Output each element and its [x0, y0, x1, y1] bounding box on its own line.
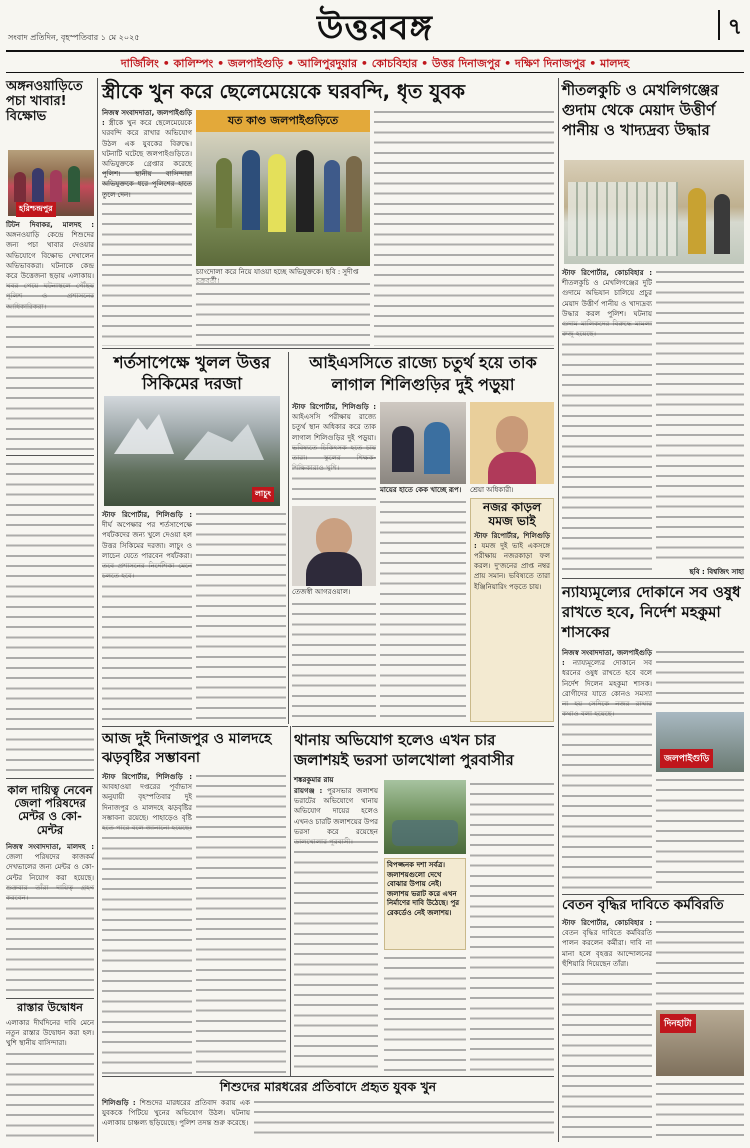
location-tag: জলপাইগুড়ি — [660, 749, 713, 768]
text-column-filler — [562, 970, 652, 1142]
article-body: স্টাফ রিপোর্টার, শিলিগুড়ি : দীর্ঘ অপেক্ষার পর শর্তসাপেক্ষে পর্যটকদের জন্য খুলে দেওয়া হল উত্তর সিকিমের দরজা। লাচুং ও লাচেন যেতে পারবেন পর্যটকরা। — [102, 511, 192, 560]
article-body: স্টাফ রিপোর্টার, কোচবিহার : বেতন বৃদ্ধির দাবিতে কর্মবিরতি পালন করলেন কর্মীরা। দাবি না মানা হলে বৃহত্তর আন্দোলনের হুঁশিয়ারি দিয়েছেন তাঁরা। — [562, 919, 652, 968]
headline: শীতলকুচি ও মেখলিগঞ্জের গুদাম থেকে মেয়াদ উত্তীর্ণ পানীয় ও খাদ্যদ্রব্য উদ্ধার — [562, 81, 719, 139]
headline: রাস্তার উদ্বোধন — [17, 1001, 83, 1014]
article-body: নিজস্ব সংবাদদাতা, মালদহ : জেলা পরিষদের কাজকর্ম দেখভালের জন্য মেন্টর ও কো-মেন্টর নিয়োগ করা হয়েছে। — [6, 843, 94, 882]
section-rule — [102, 1076, 554, 1077]
article-body: স্টাফ রিপোর্টার, শিলিগুড়ি : যমজ দুই ভাই একসঙ্গে পরীক্ষায় নজরকাড়া ফল করল। দু'জনের প্রাপ্ত নম্বর প্রায় সমান। ভবিষ্যতে তারা ইঞ্জিনিয়ারিং পড়তে চায়। — [474, 531, 550, 591]
headline: কাল দায়িত্ব নেবেন জেলা পরিষদের মেন্টর ও কো-মেন্টর — [7, 783, 93, 837]
photo-caption: চ্যাংদোলা করে নিয়ে যাওয়া হচ্ছে অভিযুক্তকে। ছবি : সুদীপ্ত — [196, 268, 359, 276]
article-body: এলাকার দীর্ঘদিনের দাবি মেনে নতুন রাস্তার উদ্বোধন করা হল। খুশি স্থানীয় বাসিন্দারা। — [6, 1019, 94, 1048]
text-column-filler — [656, 918, 744, 1008]
section-rule — [6, 455, 94, 456]
text-column-filler — [6, 460, 94, 775]
text-column-filler — [374, 108, 554, 346]
lead-photo — [196, 110, 370, 266]
text-column-filler — [6, 884, 94, 994]
article-body: স্টাফ রিপোর্টার, শিলিগুড়ি : আইএসসি পরীক্ষায় রাজ্যে চতুর্থ স্থান অধিকার করে তাক লাগাল শিলিগুড়ির দুই পড়ুয়া। — [292, 403, 376, 442]
photo-banner: যত কাণ্ড জলপাইগুড়িতে — [196, 110, 370, 132]
text-column-filler — [196, 280, 370, 346]
lead-headline: স্ত্রীকে খুন করে ছেলেমেয়েকে ঘরবন্দি, ধৃত যুবক — [102, 80, 465, 103]
warehouse-photo — [564, 160, 744, 264]
headline: আজ দুই দিনাজপুর ও মালদহে ঝড়বৃষ্টির সম্ভাবনা — [102, 731, 272, 766]
headline: নজর কাড়ল যমজ ভাই — [482, 500, 542, 528]
column-rule — [97, 78, 98, 1142]
text-column-filler — [656, 776, 744, 890]
section-rule — [6, 778, 94, 779]
headline: শিশুদের মারধরের প্রতিবাদে প্রহৃত যুবক খুন — [219, 1079, 437, 1094]
column-rule — [290, 726, 291, 1076]
article-body: রায়গঞ্জ : পুরসভার জলাশয় ভরাটের অভিযোগে থানায় অভিযোগ দায়ের হলেও এখনও চারটি জলাশয়ের উপর ভরসা করে রয়েছেন — [294, 787, 379, 836]
page-meta: সংবাদ প্রতিদিন, বৃহস্পতিবার ১ মে ২০২৫ — [8, 33, 140, 42]
text-column-filler — [196, 510, 286, 722]
column-rule — [558, 78, 559, 1142]
text-column-filler — [470, 780, 554, 1074]
article-body: শিলিগুড়ি : শিশুদের মারধরের প্রতিবাদ করায় এক যুবককে পিটিয়ে খুনের অভিযোগ উঠল। ঘটনায় এলাকায় চাঞ্চল্য ছড়িয়েছে। পুলিশ তদন্ত শুরু করেছে। — [102, 1099, 251, 1128]
strike-photo — [656, 1010, 744, 1076]
student-photo-3 — [292, 506, 376, 586]
section-rule — [102, 348, 554, 349]
text-column-filler — [292, 600, 376, 722]
text-column-filler — [292, 444, 376, 504]
headline: আইএসসিতে রাজ্যে চতুর্থ হয়ে তাক লাগাল শিলিগুড়ির দুই পড়ুয়া — [309, 353, 537, 394]
story-anganwadi — [6, 80, 94, 125]
article-body: স্টাফ রিপোর্টার, শিলিগুড়ি : আবহাওয়া দপ্তরের পূর্বাভাস অনুযায়ী বৃহস্পতিবার দুই দিনাজপুর ও মালদহে ঝড়বৃষ্টির সম্ভাবনা রয়েছে। পাহাড়েও বৃষ্টি — [102, 773, 192, 822]
column-rule — [288, 352, 289, 724]
byline: শঙ্করকুমার রায় — [294, 776, 334, 784]
article-body: টিটন দিবাকর, মালদহ : অঙ্গনওয়াড়ি কেন্দ্রে শিশুদের জন্য পচা খাবার দেওয়ার অভিযোগে বিক্ষোভ দেখালেন অভিভাবকরা। ঘটনাকে কেন্দ্র করে উত্তেজনা ছড়ায় এলাকায়। — [6, 221, 94, 281]
twins-box — [470, 498, 554, 722]
text-column-filler — [656, 268, 744, 564]
location-tag: লাচুং — [252, 487, 274, 502]
inset-box: বিপজ্জনক দশা সর্বত্র। জলাশয়গুলো দেখে বোঝার উপায় নেই। জলাশয় ভরাট করে এখন নির্মাণের দাবি উঠেছে। পুর রেকর্ডেও নেই জলাশয়। — [384, 858, 466, 950]
district-rule — [6, 72, 744, 73]
text-column-filler — [196, 772, 286, 1074]
medicine-photo — [656, 712, 744, 772]
district-strip: দার্জিলিং • কালিম্পং • জলপাইগুড়ি • আলিপুরদুয়ার • কোচবিহার • উত্তর দিনাজপুর • দক্ষিণ দিনাজপুর • মালদহ — [120, 57, 630, 70]
text-column-filler — [562, 700, 652, 890]
text-column-filler — [384, 954, 466, 1074]
text-column-filler — [656, 648, 744, 708]
text-column-filler — [6, 1050, 94, 1142]
text-column-filler — [254, 1098, 554, 1142]
text-column-filler — [380, 498, 466, 722]
byline: ছবি : বিশ্বজিৎ সাহা — [689, 568, 744, 576]
photo-caption: শ্রেয়া অধিকারী। — [470, 486, 514, 494]
location-tag: দিনহাটা — [660, 1014, 696, 1033]
page-number: ৭ — [718, 10, 742, 40]
sikkim-photo — [104, 396, 280, 506]
text-column-filler — [6, 282, 94, 452]
section-rule — [102, 726, 288, 727]
article-body: স্টাফ রিপোর্টার, কোচবিহার : শীতলকুচি ও মেখলিগঞ্জের দুটি গুদামে অভিযান চালিয়ে প্রচুর মেয়াদ উত্তীর্ণ পানীয় ও খাদ্যদ্রব্য উদ্ধার করল পুলিশ। ঘটনায় — [562, 269, 652, 318]
masthead-rule — [6, 50, 744, 52]
headline: বেতন বৃদ্ধির দাবিতে কর্মবিরতি — [562, 897, 724, 913]
protest-photo — [8, 150, 94, 216]
article-body: নিজস্ব সংবাদদাতা, জলপাইগুড়ি : ন্যায্যমূল্যের দোকানে সব ধরনের ওষুধ রাখতে হবে বলে নির্দেশ দিলেন মহকুমা শাসক। রোগীদের যাতে কোনও সমস্যা — [562, 649, 652, 698]
pond-photo — [384, 780, 466, 854]
student-photo-1 — [380, 402, 466, 484]
headline: থানায় অভিযোগ হলেও এখন চার জলাশয়ই ভরসা ডালখোলা পুরবাসীর — [294, 731, 514, 769]
photo-caption: মায়ের হাতে কেক খাচ্ছে রূপ। — [380, 486, 462, 494]
headline: অঙ্গনওয়াড়িতে পচা খাবার! বিক্ষোভ — [6, 79, 83, 124]
headline: শর্তসাপেক্ষে খুলল উত্তর সিকিমের দরজা — [113, 353, 271, 393]
text-column-filler — [294, 838, 378, 1074]
student-photo-2 — [470, 402, 554, 484]
article-body: নিজস্ব সংবাদদাতা, জলপাইগুড়ি : স্ত্রীকে খুন করে ছেলেমেয়েকে ঘরবন্দি করে রাখার অভিযোগ উঠল এক যুবকের বিরুদ্ধে। ঘটনাটি ঘটেছে জলপাইগুড়িতে। অভিযুক্তকে গ্রেপ্তার করেছে পুলিশ। স্থানীয় বাসিন্দারা অভিযুক্তকে ধরে পুলিশের হাতে তুলে দেন। — [102, 109, 192, 199]
location-tag: হরিশ্চন্দ্রপুর — [16, 202, 56, 217]
section-rule — [562, 894, 744, 895]
text-column-filler — [562, 320, 652, 574]
text-column-filler — [102, 824, 192, 1074]
text-column-filler — [102, 562, 192, 722]
headline: ন্যায্যমূল্যের দোকানে সব ওষুধ রাখতে হবে, নির্দেশ মহকুমা শাসকের — [562, 583, 741, 641]
section-title: উত্তরবঙ্গ — [317, 8, 433, 48]
photo-caption: তেজস্বী আগরওয়াল। — [292, 588, 351, 596]
section-rule — [6, 998, 94, 999]
section-rule — [562, 578, 744, 579]
section-rule — [292, 726, 554, 727]
story-mentor — [6, 784, 94, 837]
text-column-filler — [656, 1080, 744, 1142]
